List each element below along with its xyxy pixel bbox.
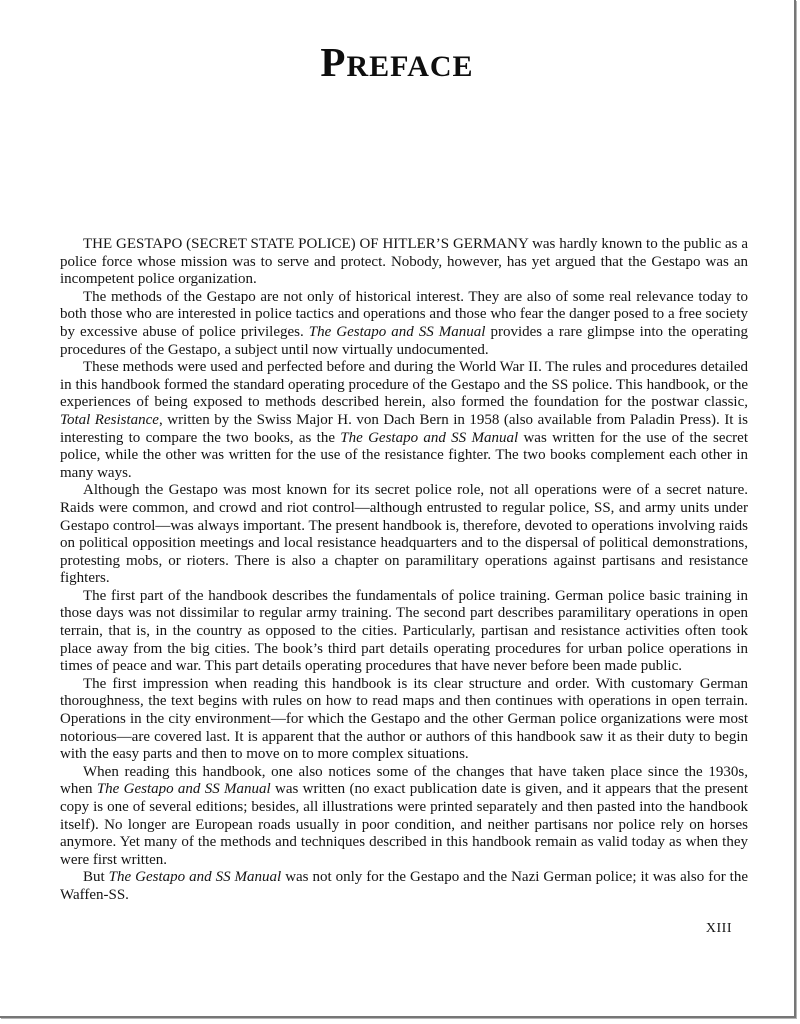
text-run: provides a rare glimpse into the operating procedures of the Gestapo, a subject until now virtually undocumented. (60, 323, 748, 358)
book-title-run: The Gestapo and SS Manual (340, 429, 519, 446)
preface-paragraph-6 (60, 676, 748, 764)
text-run: THE GESTAPO (SECRET STATE POLICE) OF HITLER’S GERMANY was hardly known to the public as a police force whose mission was to serve and protect. Nobody, however, has yet argued that the Gestapo was an incompetent police organization. (60, 236, 748, 288)
text-run: The first part of the handbook describes the fundamentals of police training. German police basic training in those days was not dissimilar to regular army training. The second part describes paramilitary operations in open terrain, that is, in the country as opposed to the cities. Particularly, partisan and resistance activities often took place away from the big cities. The book’s third part details operating procedures for urban police operations in times of peace and war. This part details operating procedures that have never before been made public. (60, 587, 748, 675)
text-run: Although the Gestapo was most known for its secret police role, not all operations were of a secret nature. Raids were common, and crowd and riot control—although entrusted to regular police, SS, and army units under Gestapo control—was always important. The present handbook is, therefore, devoted to operations involving raids on political opposition meetings and local resistance headquarters and to the dispersal of political demonstrations, protesting mobs, or rioters. There is also a chapter on paramilitary operations against partisans and resistance fighters. (60, 482, 748, 587)
text-run: was not only for the Gestapo and the Nazi German police; it was also for the Waffen-SS. (60, 869, 748, 903)
preface-paragraph-4 (60, 482, 748, 588)
preface-body (60, 236, 748, 905)
title-drop-cap: P (320, 39, 347, 85)
book-title-run: The Gestapo and SS Manual (308, 323, 486, 340)
preface-paragraph-7 (60, 764, 748, 870)
preface-paragraph-8 (60, 869, 748, 904)
text-run: The first impression when reading this handbook is its clear structure and order. With customary German thoroughness, the text begins with rules on how to read maps and then continues with operations in open terrain. Operations in the city environment—for which the Gestapo and the other German police organizations were most notorious—are covered last. It is apparent that the author or authors of this handbook saw it as their duty to begin with the easy parts and then to move on to more complex situations. (60, 675, 748, 763)
book-title-run: The Gestapo and SS Manual (108, 869, 282, 886)
page-number: XIII (705, 921, 732, 936)
text-run: was written for the use of the secret police, while the other was written for the use of the resistance fighter. The two books complement each other in many ways. (60, 429, 748, 481)
text-run: But (83, 869, 109, 886)
text-run: The methods of the Gestapo are not only of historical interest. They are also of some real relevance today to both those who are interested in police tactics and operations and those who fear the danger posed to a free society by excessive abuse of police privileges. (60, 288, 748, 340)
preface-paragraph-1 (60, 236, 748, 289)
text-run: These methods were used and perfected before and during the World War II. The rules and procedures detailed in this handbook formed the standard operating procedure of the Gestapo and the SS police. This handbook, or the experiences of being exposed to methods described herein, also formed the foundation for the postwar classic, (60, 359, 748, 411)
text-run: was written (no exact publication date is given, and it appears that the present copy is one of several editions; besides, all illustrations were printed separately and then pasted into the handbook itself). No longer are European roads usually in poor condition, and neither partisans nor police rely on horses anymore. Yet many of the methods and techniques described in this handbook remain as valid today as when they were first written. (60, 781, 748, 868)
preface-paragraph-3 (60, 359, 748, 482)
text-run: , written by the Swiss Major H. von Dach Bern in 1958 (also available from Paladin Press). It is interesting to compare the two books, as the (60, 411, 748, 446)
preface-paragraph-5 (60, 588, 748, 676)
page-title (0, 38, 794, 91)
book-title-run: The Gestapo and SS Manual (96, 781, 271, 798)
book-title-run: Total Resistance (60, 411, 159, 428)
title-rest: REFACE (346, 50, 474, 83)
text-run: When reading this handbook, one also notices some of the changes that have taken place since the 1930s, when (60, 763, 748, 798)
preface-paragraph-2 (60, 289, 748, 359)
